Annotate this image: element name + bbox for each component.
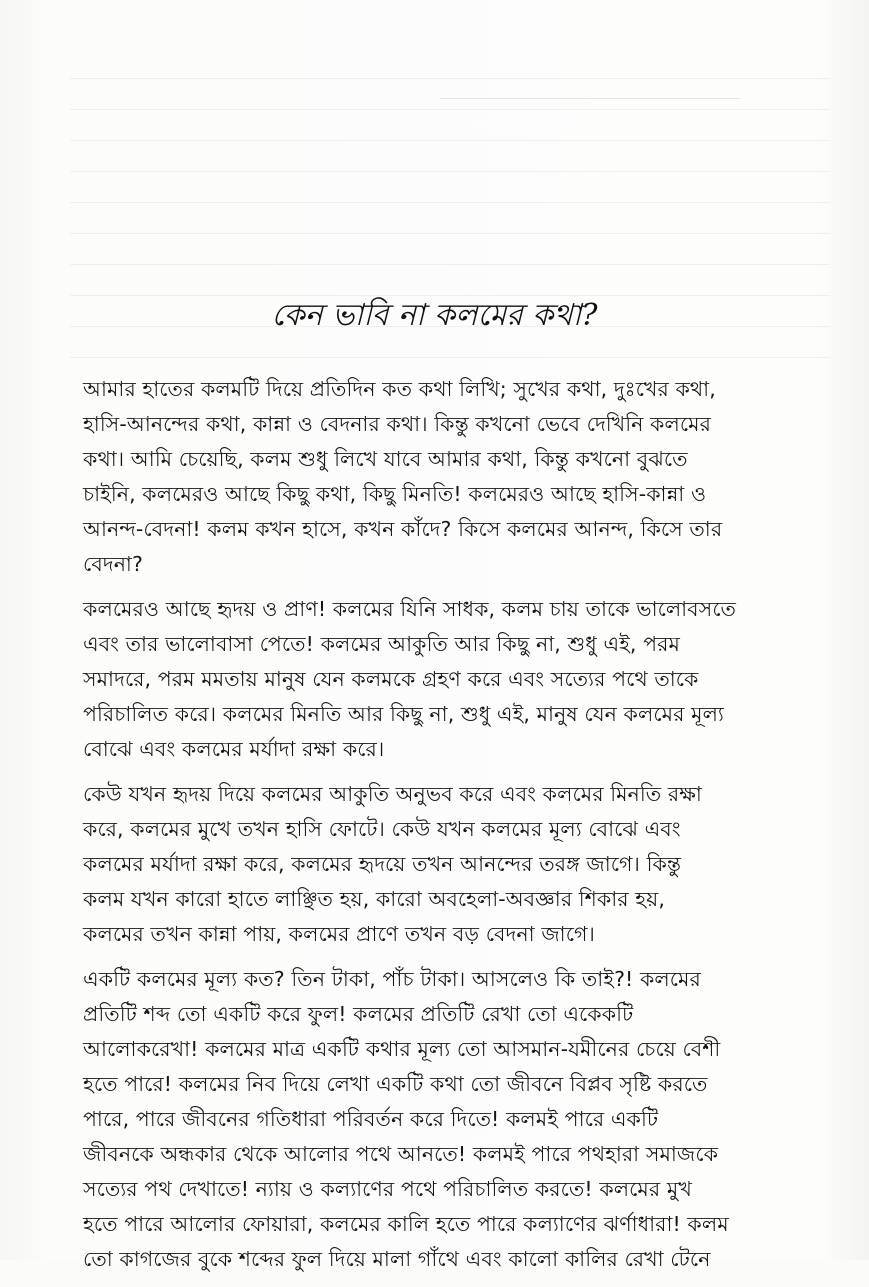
bleed-through-header (440, 84, 740, 99)
paragraph: আমার হাতের কলমটি দিয়ে প্রতিদিন কত কথা লিখি; সুখের কথা, দুঃখের কথা, হাসি-আনন্দের কথা, কান্না ও বেদনার কথা। কিন্তু কখনো ভেবে দেখিনি কলমের কথা। আমি চেয়েছি, কলম শুধু লিখে যাবে আমার কথা, কিন্তু কখনো বুঝতে চাইনি, কলমেরও আছে কিছু কথা, কিছু মিনতি! কলমেরও আছে হাসি-কান্না ও আনন্দ-বেদনা! কলম কখন হাসে, কখন কাঁদে? কিসে কলমের আনন্দ, কিসে তার বেদনা? (83, 377, 723, 576)
article-body (83, 372, 783, 1287)
paragraph: একটি কলমের মূল্য কত? তিন টাকা, পাঁচ টাকা। আসলেও কি তাই?! কলমের প্রতিটি শব্দ তো একটি করে ফুল! কলমের প্রতিটি রেখা তো একেকটি আলোকরেখা! কলমের মাত্র একটি কথার মূল্য তো আসমান-যমীনের চেয়ে বেশী হতে পারে! কলমের নিব দিয়ে লেখা একটি কথা তো জীবনে বিপ্লব সৃষ্টি করতে পারে, পারে জীবনের গতিধারা পরিবর্তন করে দিতে! কলমই পারে একটি জীবনকে অন্ধকার থেকে আলোর পথে আনতে! কলমই পারে পথহারা সমাজকে সত্যের পথ দেখাতে! ন্যায় ও কল্যাণের পথে পরিচালিত করতে! কলমের মুখ হতে পারে আলোর ফোয়ারা, কলমের কালি হতে পারে কল্যাণের ঝর্ণাধারা! কলম তো কাগজের বুকে শব্দের ফুল দিয়ে মালা গাঁথে এবং কালো কালির রেখা টেনে (83, 967, 729, 1271)
paragraph: কেউ যখন হৃদয় দিয়ে কলমের আকুতি অনুভব করে এবং কলমের মিনতি রক্ষা করে, কলমের মুখে তখন হাসি ফোটে। কেউ যখন কলমের মূল্য বোঝে এবং কলমের মর্যাদা রক্ষা করে, কলমের হৃদয়ে তখন আনন্দের তরঙ্গ জাগে। কিন্তু কলম যখন কারো হাতে লাঞ্ছিত হয়, কারো অবহেলা-অবজ্ঞার শিকার হয়, কলমের তখন কান্না পায়, কলমের প্রাণে তখন বড় বেদনা জাগে। (83, 782, 702, 946)
bleed-through-text (70, 78, 830, 388)
article-title: কেন ভাবি না কলমের কথা? (271, 298, 598, 333)
paragraph: কলমেরও আছে হৃদয় ও প্রাণ! কলমের যিনি সাধক, কলম চায় তাকে ভালোবসতে এবং তার ভালোবাসা পেতে! কলমের আকুতি আর কিছু না, শুধু এই, পরম সমাদরে, পরম মমতায় মানুষ যেন কলমকে গ্রহণ করে এবং সত্যের পথে তাকে পরিচালিত করে। কলমের মিনতি আর কিছু না, শুধু এই, মানুষ যেন কলমের মূল্য বোঝে এবং কলমের মর্যাদা রক্ষা করে। (83, 597, 737, 761)
